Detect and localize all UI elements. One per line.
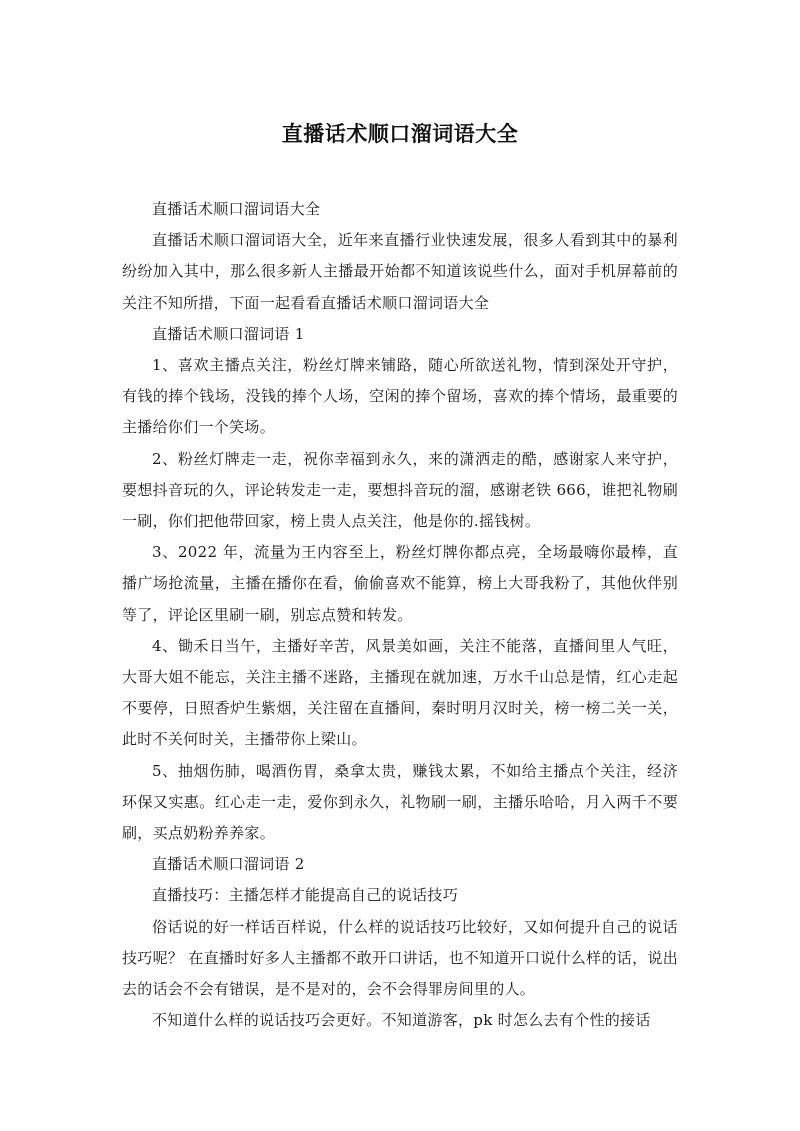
section-heading-2: 直播话术顺口溜词语 2	[152, 855, 305, 874]
paragraph-technique-heading: 直播技巧：主播怎样才能提高自己的说话技巧	[152, 886, 459, 905]
paragraph-subtitle: 直播话术顺口溜词语大全	[152, 200, 321, 218]
paragraph-item-3: 3、2022 年，流量为王内容至上，粉丝灯牌你都点亮，全场最嗨你最棒，直播广场抢流量，主播在播你在看，偷偷喜欢不能算，榜上大哥我粉了，其他伙伴别等了，评论区里刷一刷，别忘点赞和转发。	[122, 543, 678, 624]
paragraph-item-5: 5、抽烟伤肺，喝酒伤胃，桑拿太贵，赚钱太累，不如给主播点个关注，经济环保又实惠。红心走一走，爱你到永久，礼物刷一刷，主播乐哈哈，月入两千不要刷，买点奶粉养养家。	[122, 761, 678, 843]
paragraph-item-4: 4、锄禾日当午，主播好辛苦，风景美如画，关注不能落，直播间里人气旺，大哥大姐不能忘，关注主播不迷路，主播现在就加速，万水千山总是情，红心走起不要停，日照香炉生紫烟，关注留在直播间，秦时明月汉时关，榜一榜二关一关，此时不关何时关，主播带你上梁山。	[122, 636, 678, 749]
paragraph-technique-continued: 不知道什么样的说话技巧会更好。不知道游客，pk 时怎么去有个性的接话	[152, 1011, 651, 1030]
paragraph-item-1: 1、喜欢主播点关注，粉丝灯牌来铺路，随心所欲送礼物，情到深处开守护，有钱的捧个钱场，没钱的捧个人场，空闲的捧个留场，喜欢的捧个情场，最重要的主播给你们一个笑场。	[122, 356, 678, 437]
paragraph-item-2: 2、粉丝灯牌走一走，祝你幸福到永久，来的潇洒走的酷，感谢家人来守护，要想抖音玩的久，评论转发走一走，要想抖音玩的溜，感谢老铁 666，谁把礼物刷一刷，你们把他带回家，榜上贵人点关注，他是你的.摇钱树。	[122, 449, 678, 531]
paragraph-technique-body: 俗话说的好一样话百样说，什么样的说话技巧比较好，又如何提升自己的说话技巧呢？ 在直播时好多人主播都不敢开口讲话，也不知道开口说什么样的话，说出去的话会不会有错误，是不是对的，会不会得罪房间里的人。	[122, 917, 678, 999]
document-body	[122, 194, 678, 1036]
paragraph-intro: 直播话术顺口溜词语大全，近年来直播行业快速发展，很多人看到其中的暴利纷纷加入其中，那么很多新人主播最开始都不知道该说些什么，面对手机屏幕前的关注不知所措，下面一起看看直播话术顺口溜词语大全	[122, 231, 678, 312]
section-heading-1: 直播话术顺口溜词语 1	[152, 324, 305, 343]
document-title: 直播话术顺口溜词语大全	[281, 122, 519, 146]
